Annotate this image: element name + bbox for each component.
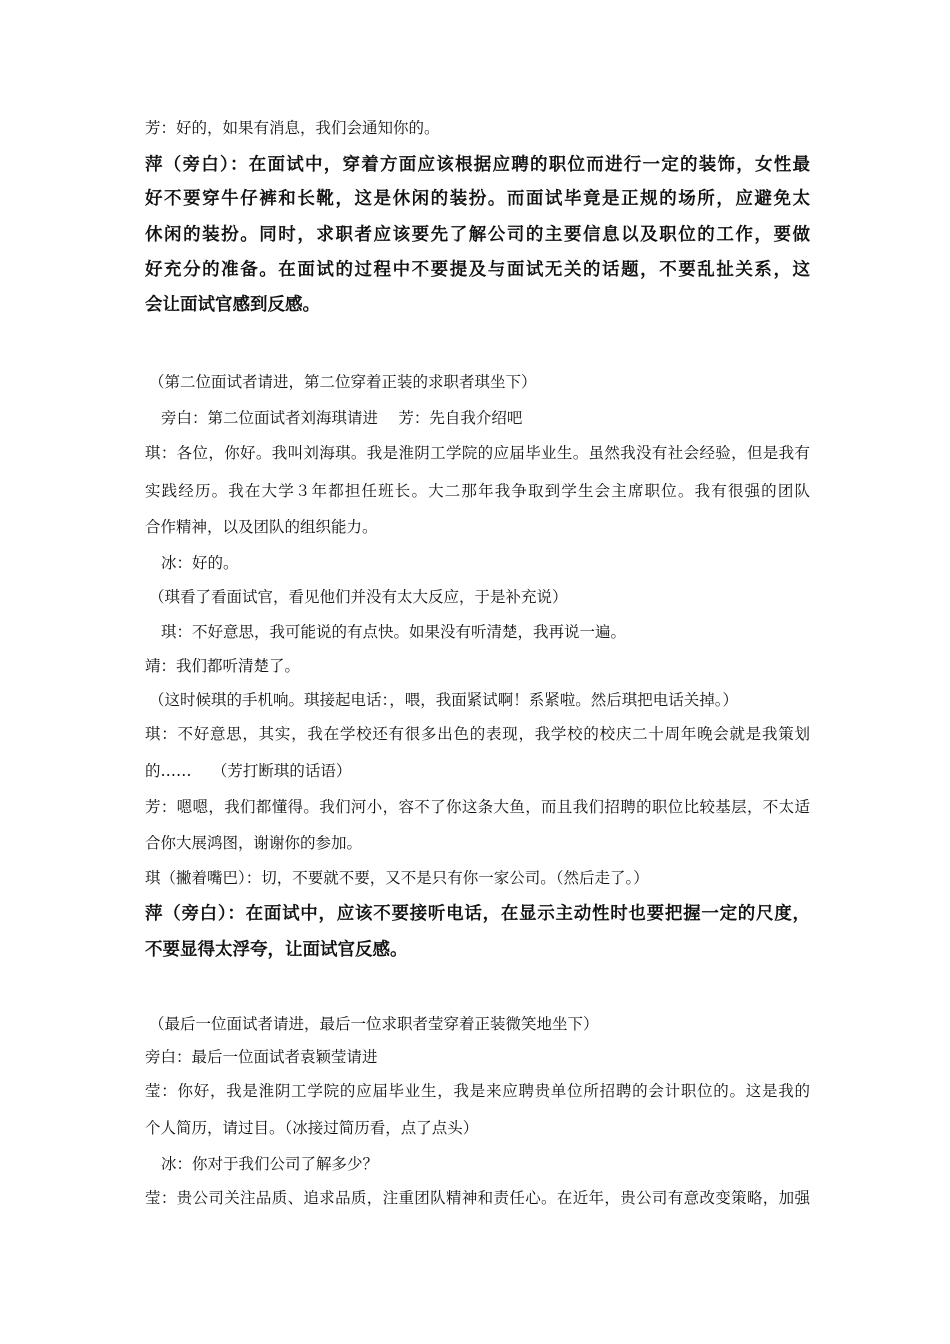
text-line: 琪：各位，你好。我叫刘海琪。我是淮阴工学院的应届毕业生。虽然我没有社会经验，但是我有 (145, 444, 810, 462)
text-line: 个人简历，请过目。（冰接过简历看，点了点头） (145, 1119, 479, 1137)
text-line: 莹：贵公司关注品质、追求品质，注重团队精神和责任心。在近年，贵公司有意改变策略，加强 (145, 1189, 810, 1207)
stage-direction: （这时候琪的手机响。琪接起电话：，喂，我面紧试啊！系紧啦。然后琪把电话关掉。） (149, 691, 739, 709)
text-line: 合作精神，以及团队的组织能力。 (145, 518, 378, 536)
text-line: 琪：不好意思，其实，我在学校还有很多出色的表现，我学校的校庆二十周年晚会就是我策划 (145, 725, 810, 743)
narration-line: 休闲的装扮。同时，求职者应该要先了解公司的主要信息以及职位的工作，要做 (145, 225, 810, 245)
text-line: 合你大展鸿图，谢谢你的参加。 (145, 834, 363, 852)
text-line: 莹：你好，我是淮阴工学院的应届毕业生，我是来应聘贵单位所招聘的会计职位的。这是我的 (145, 1082, 810, 1100)
text-line: 旁白：最后一位面试者袁颖莹请进 (145, 1048, 378, 1066)
narration-line: 好充分的准备。在面试的过程中不要提及与面试无关的话题，不要乱扯关系，这 (145, 260, 810, 280)
narration-line: 会让面试官感到反感。 (145, 295, 320, 315)
text-line: 芳：好的，如果有消息，我们会通知你的。 (145, 119, 440, 137)
stage-direction: （第二位面试者请进，第二位穿着正装的求职者琪坐下） (149, 373, 537, 391)
text-line: 芳：嗯嗯，我们都懂得。我们河小，容不了你这条大鱼，而且我们招聘的职位比较基层，不太适 (145, 798, 810, 816)
narration-line: 萍（旁白）：在面试中，穿着方面应该根据应聘的职位而进行一定的装饰，女性最 (145, 155, 810, 175)
narration-line: 不要显得太浮夸，让面试官反感。 (145, 940, 408, 960)
text-line: 靖：我们都听清楚了。 (145, 657, 301, 675)
narration-line: 萍（旁白）：在面试中，应该不要接听电话，在显示主动性时也要把握一定的尺度， (145, 904, 810, 924)
stage-direction: （最后一位面试者请进，最后一位求职者莹穿着正装微笑地坐下） (149, 1015, 599, 1033)
text-line: 旁白：第二位面试者刘海琪请进 芳：先自我介绍吧 (161, 409, 523, 427)
text-line: 琪：不好意思，我可能说的有点快。如果没有听清楚，我再说一遍。 (161, 623, 627, 641)
text-line: 的…… （芳打断琪的话语） (145, 762, 352, 780)
narration-line: 好不要穿牛仔裤和长靴，这是休闲的装扮。而面试毕竟是正规的场所，应避免太 (145, 189, 810, 209)
text-line: 冰：好的。 (161, 554, 239, 572)
text-line: 冰：你对于我们公司了解多少？ (161, 1155, 379, 1173)
text-line: 琪（撇着嘴巴）：切，不要就不要，又不是只有你一家公司。（然后走了。） (145, 869, 649, 887)
text-line: 实践经历。我在大学３年都担任班长。大二那年我争取到学生会主席职位。我有很强的团队 (145, 482, 810, 500)
stage-direction: （琪看了看面试官，看见他们并没有太大反应，于是补充说） (149, 588, 568, 606)
